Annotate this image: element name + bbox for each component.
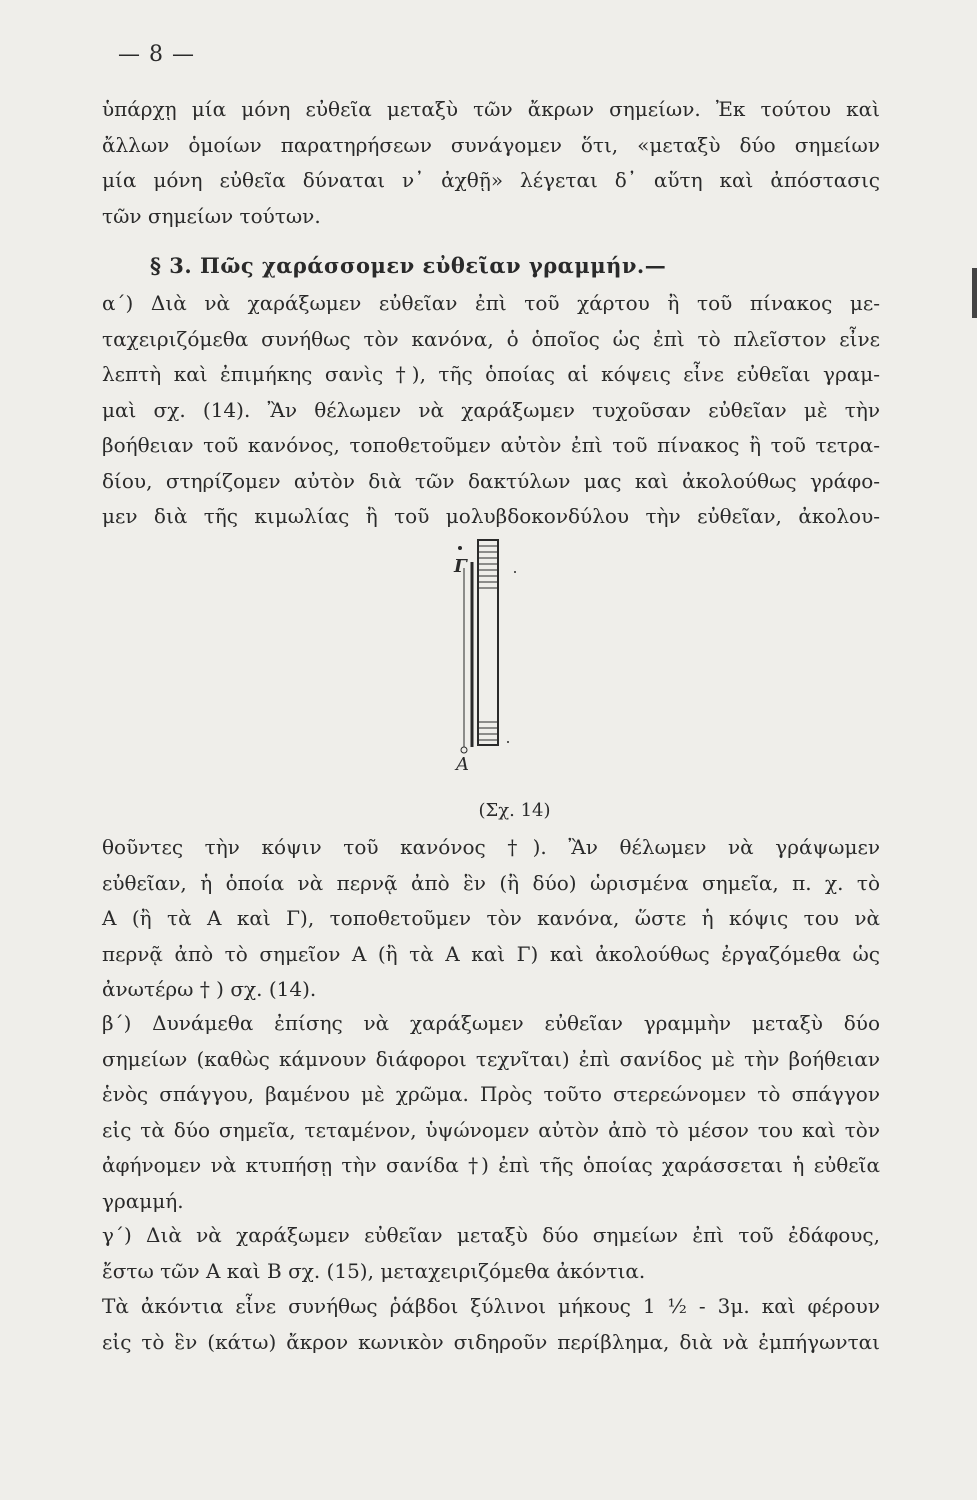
paragraph-c xyxy=(102,1218,880,1360)
text-line: γραμμή. xyxy=(102,1188,184,1213)
text-line: περνᾷ ἀπὸ τὸ σημεῖον Α (ἢ τὰ Α καὶ Γ) καὶ ἀκολούθως ἐργαζόμεθα ὡς xyxy=(102,941,880,966)
text-line: μεν διὰ τῆς κιμωλίας ἢ τοῦ μολυβδοκονδύλου τὴν εὐθεῖαν, ἀκολου- xyxy=(102,504,880,528)
section-heading: § 3. Πῶς χαράσσομεν εὐθεῖαν γραμμήν.— xyxy=(150,253,667,278)
paragraph-opening xyxy=(102,92,880,234)
paragraph-a-continued xyxy=(102,830,880,1008)
text-line: Α (ἢ τὰ Α καὶ Γ), τοποθετοῦμεν τὸν κανόνα, ὥστε ἡ κόψις του νὰ xyxy=(102,906,880,930)
text-line: β´) Δυνάμεθα ἐπίσης νὰ χαράξωμεν εὐθεῖαν γραμμὴν μεταξὺ δύο xyxy=(102,1011,880,1035)
text-line: Τὰ ἀκόντια εἶνε συνήθως ῥάβδοι ξύλινοι μήκους 1 ½ - 3μ. καὶ φέρουν xyxy=(102,1294,880,1318)
text-line: θοῦντες τὴν κόψιν τοῦ κανόνος †). Ἂν θέλωμεν νὰ γράψωμεν xyxy=(102,835,880,859)
text-line: α´) Διὰ νὰ χαράξωμεν εὐθεῖαν ἐπὶ τοῦ χάρτου ἢ τοῦ πίνακος με- xyxy=(102,291,880,315)
text-line: ἀφήνομεν νὰ κτυπήσῃ τὴν σανίδα †) ἐπὶ τῆς ὁποίας χαράσσεται ἡ εὐθεῖα xyxy=(102,1153,880,1177)
text-line: ἔστω τῶν Α καὶ Β σχ. (15), μεταχειριζόμεθα ἀκόντια. xyxy=(102,1258,646,1283)
text-line: λεπτὴ καὶ ἐπιμήκης σανὶς †), τῆς ὁποίας αἱ κόψεις εἶνε εὐθεῖαι γραμ- xyxy=(102,362,880,386)
text-line: σημείων (καθὼς κάμνουν διάφοροι τεχνῖται) ἐπὶ σανίδος μὲ τὴν βοήθειαν xyxy=(102,1046,880,1071)
ruler-figure xyxy=(420,532,560,782)
text-line: εἰς τὸ ἓν (κάτω) ἄκρον κωνικὸν σιδηροῦν περίβλημα, διὰ νὰ ἐμπήγωνται xyxy=(102,1329,880,1354)
text-line: μία μόνη εὐθεῖα δύναται ν᾽ ἀχθῇ» λέγεται δ᾽ αὕτη καὶ ἀπόστασις xyxy=(102,168,880,192)
text-line: δίου, στηρίζομεν αὐτὸν διὰ τῶν δακτύλων μας καὶ ἀκολούθως γράφο- xyxy=(102,468,880,493)
text-line: ἀνωτέρω † ) σχ. (14). xyxy=(102,977,317,1001)
text-line: βοήθειαν τοῦ κανόνος, τοποθετοῦμεν αὐτὸν ἐπὶ τοῦ πίνακος ἢ τοῦ τετρα- xyxy=(102,433,880,457)
ruler-illustration xyxy=(420,532,560,782)
text-line: ταχειριζόμεθα συνήθως τὸν κανόνα, ὁ ὁποῖος ὡς ἐπὶ τὸ πλεῖστον εἶνε xyxy=(102,326,880,351)
text-line: ἄλλων ὁμοίων παρατηρήσεων συνάγομεν ὅτι, «μεταξὺ δύο σημείων xyxy=(102,132,880,157)
text-line: γ´) Διὰ νὰ χαράξωμεν εὐθεῖαν μεταξὺ δύο σημείων ἐπὶ τοῦ ἐδάφους, xyxy=(102,1223,880,1247)
label-alpha: Α xyxy=(456,754,469,775)
paragraph-b xyxy=(102,1006,880,1219)
text-line: εὐθεῖαν, ἡ ὁποία νὰ περνᾷ ἀπὸ ἓν (ἢ δύο) ὡρισμένα σημεῖα, π. χ. τὸ xyxy=(102,870,880,895)
figure-caption: (Σχ. 14) xyxy=(478,800,551,821)
label-gamma: Γ xyxy=(454,556,467,577)
paragraph-a xyxy=(102,286,880,535)
binding-mark xyxy=(972,268,977,318)
text-line: τῶν σημείων τούτων. xyxy=(102,203,321,228)
text-line: εἰς τὰ δύο σημεῖα, τεταμένον, ὑψώνομεν αὐτὸν ἀπὸ τὸ μέσον του καὶ τὸν xyxy=(102,1117,880,1142)
text-line: μαὶ σχ. (14). Ἂν θέλωμεν νὰ χαράξωμεν τυχοῦσαν εὐθεῖαν μὲ τὴν xyxy=(102,397,880,422)
text-line: ἑνὸς σπάγγου, βαμένου μὲ χρῶμα. Πρὸς τοῦτο στερεώνομεν τὸ σπάγγον xyxy=(102,1082,880,1106)
text-line: ὑπάρχῃ μία μόνη εὐθεῖα μεταξὺ τῶν ἄκρων σημείων. Ἐκ τούτου καὶ xyxy=(102,97,880,121)
book-page: — 8 — ὑπάρχῃ μία μόνη εὐθεῖα μεταξὺ τῶν ἄκρων σημείων. Ἐκ τούτου καὶ ἄλλων ὁμοίων παρατηρήσεων συνάγομεν ὅτι, «μεταξὺ δύο σημείων μία μόνη εὐθεῖα δύναται ν᾽ ἀχθῇ» λέγεται δ᾽ αὕτη καὶ ἀπόστασις τῶν σημείων τούτων. § 3. Πῶς χαράσσομεν εὐθεῖαν γραμμήν.— α´) Διὰ νὰ χαράξωμεν εὐθεῖαν ἐπὶ τοῦ χάρτου ἢ τοῦ πίνακος με- ταχειριζόμεθα συνήθως τὸν κανόνα, ὁ ὁποῖος ὡς ἐπὶ τὸ πλεῖστον εἶνε λεπτὴ καὶ ἐπιμήκης σανὶς †), τῆς ὁποίας αἱ κόψεις εἶνε εὐθεῖαι γραμ- μαὶ σχ. (14). Ἂν θέλωμεν νὰ χαράξωμεν τυχοῦσαν εὐθεῖαν μὲ τὴν βοήθειαν τοῦ κανόνος, τοποθετοῦμεν αὐτὸν ἐπὶ τοῦ πίνακος ἢ τοῦ τετρα- δίου, στηρίζομεν αὐτὸν διὰ τῶν δακτύλων μας καὶ ἀκολούθως γράφο- μεν διὰ τῆς κιμωλίας ἢ τοῦ μολυβδοκονδύλου τὴν εὐθεῖαν, ἀκολου- Γ Α (Σχ. 14) θοῦντες τὴν κόψιν τοῦ κανόνος †). Ἂν θέλωμεν νὰ γράψωμεν εὐθεῖαν, ἡ ὁποία νὰ περνᾷ ἀπὸ ἓν (ἢ δύο) ὡρισμένα σημεῖα, π. χ. τὸ Α (ἢ τὰ Α καὶ Γ), τοποθετοῦμεν τὸν κανόνα, ὥστε ἡ κόψις του νὰ περνᾷ ἀπὸ τὸ σημεῖον Α (ἢ τὰ Α καὶ Γ) καὶ ἀκολούθως ἐργαζόμεθα ὡς ἀνωτέρω † ) σχ. (14). β´) Δυνάμεθα ἐπίσης νὰ χαράξωμεν εὐθεῖαν γραμμὴν μεταξὺ δύο σημείων (καθὼς κάμνουν διάφοροι τεχνῖται) ἐπὶ σανίδος μὲ τὴν βοήθειαν ἑνὸς σπάγγου, βαμένου μὲ χρῶμα. Πρὸς τοῦτο στερεώνομεν τὸ σπάγγον εἰς τὰ δύο σημεῖα, τεταμένον, ὑψώνομεν αὐτὸν ἀπὸ τὸ μέσον του καὶ τὸν ἀφήνομεν νὰ κτυπήσῃ τὴν σανίδα †) ἐπὶ τῆς ὁποίας χαράσσεται ἡ εὐθεῖα γραμμή. γ´) Διὰ νὰ χαράξωμεν εὐθεῖαν μεταξὺ δύο σημείων ἐπὶ τοῦ ἐδάφους, ἔστω τῶν Α καὶ Β σχ. (15), μεταχειριζόμεθα ἀκόντια. Τὰ ἀκόντια εἶνε συνήθως ῥάβδοι ξύλινοι μήκους 1 ½ - 3μ. καὶ φέρουν εἰς τὸ ἓν (κάτω) ἄκρον κωνικὸν σιδηροῦν περίβλημα, διὰ νὰ ἐμπήγωνται xyxy=(0,0,977,1500)
